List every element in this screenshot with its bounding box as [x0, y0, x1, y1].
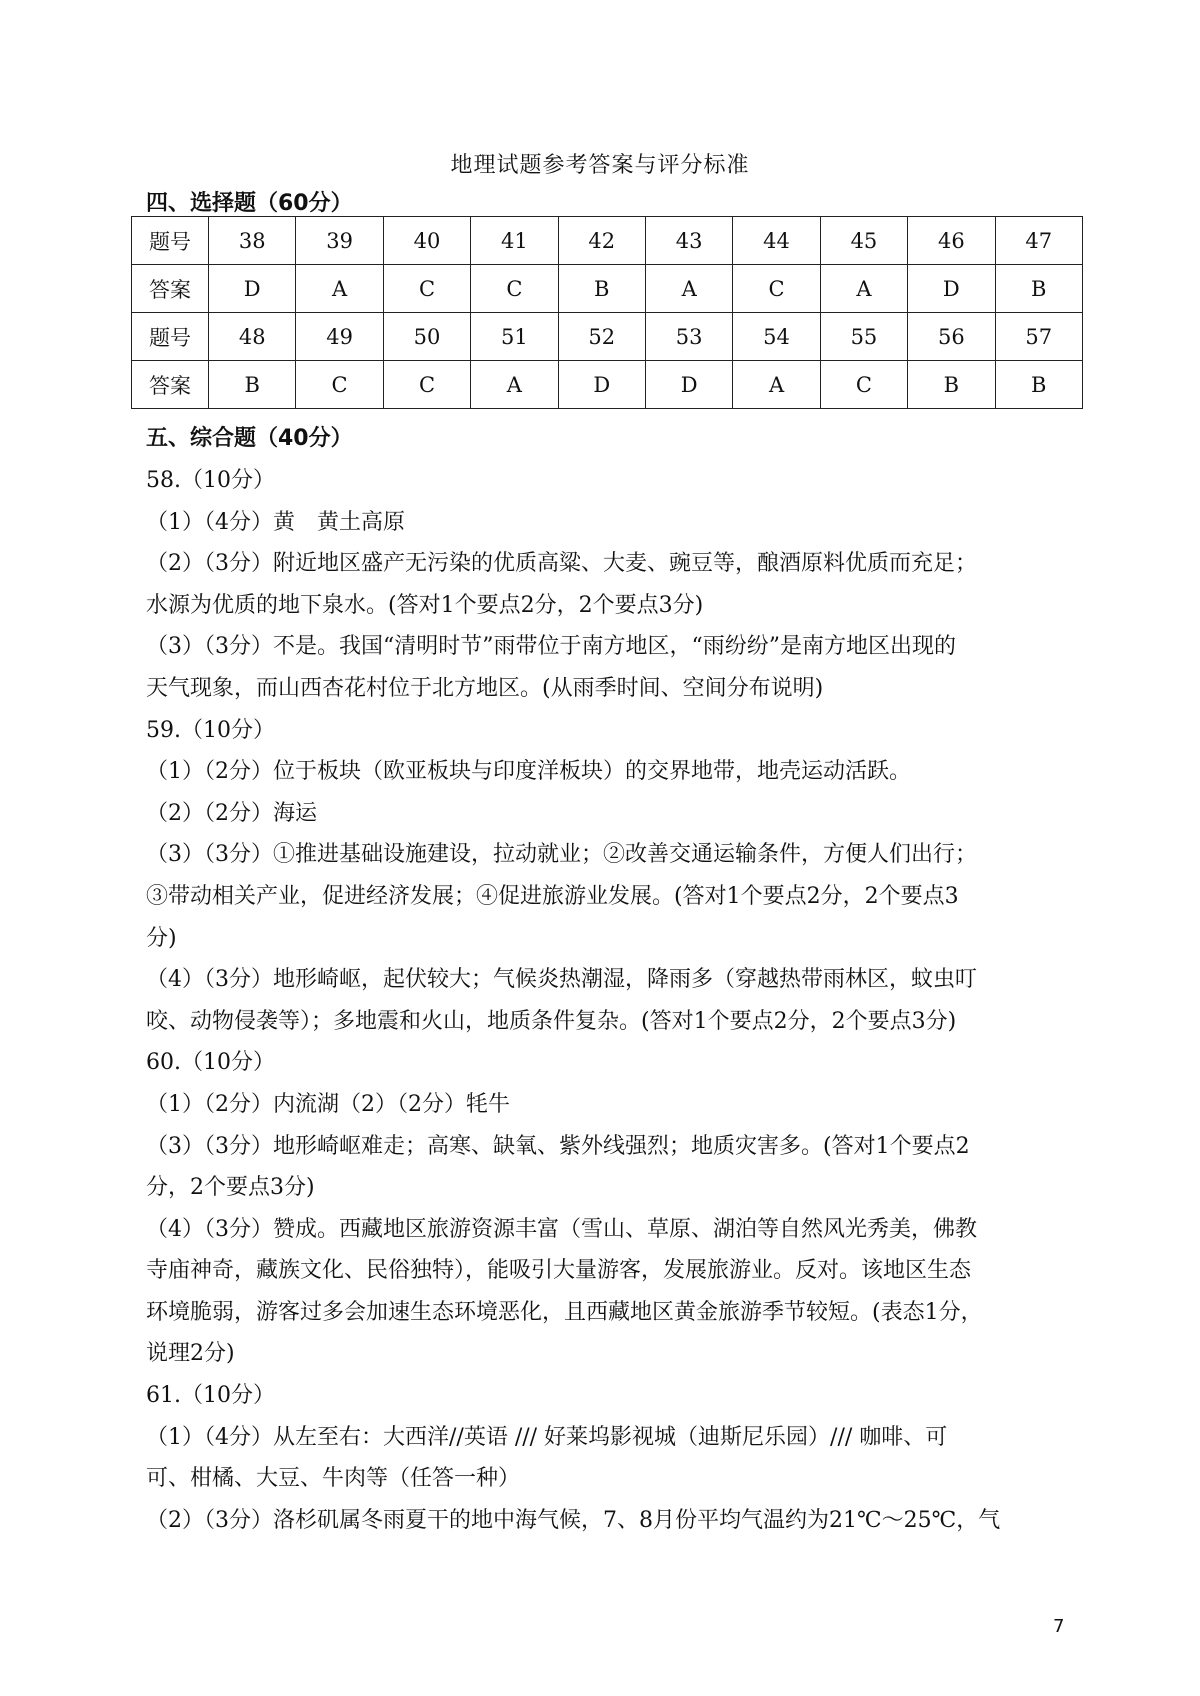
text-line: （1）（4分）黄 黄土高原	[146, 509, 405, 535]
table-cell: 43	[645, 217, 732, 265]
text-line: 咬、动物侵袭等）；多地震和火山，地质条件复杂。(答对1个要点2分，2个要点3分)	[146, 1008, 957, 1034]
text-line: （1）（4分）从左至右：大西洋//英语 /// 好莱坞影视城（迪斯尼乐园）/// 咖啡、可	[146, 1424, 948, 1450]
table-cell: C	[471, 265, 558, 313]
table-cell: 41	[471, 217, 558, 265]
row-label: 答案	[132, 361, 209, 409]
text-line: 58.（10分）	[146, 468, 275, 493]
table-cell: A	[645, 265, 732, 313]
text-line: 分，2个要点3分)	[146, 1175, 315, 1201]
text-line: （2）（3分）附近地区盛产无污染的优质高粱、大麦、豌豆等，酿酒原料优质而充足；	[146, 551, 977, 577]
text-line: 61.（10分）	[146, 1383, 275, 1409]
table-cell: D	[645, 361, 732, 409]
table-cell: 57	[995, 313, 1082, 361]
row-label: 答案	[132, 265, 209, 313]
text-line: （3）（3分）①推进基础设施建设，拉动就业；②改善交通运输条件，方便人们出行；	[146, 842, 977, 868]
table-cell: 52	[558, 313, 645, 361]
text-line: （4）（3分）赞成。西藏地区旅游资源丰富（雪山、草原、湖泊等自然风光秀美，佛教	[146, 1216, 977, 1242]
section-heading-choice: 四、选择题（60分）	[146, 191, 353, 216]
text-line: 寺庙神奇，藏族文化、民俗独特），能吸引大量游客，发展旅游业。反对。该地区生态	[146, 1258, 972, 1284]
table-row	[132, 217, 1083, 265]
table-cell: 44	[733, 217, 820, 265]
text-line: 分)	[146, 925, 177, 951]
table-cell: 45	[820, 217, 907, 265]
table-cell: 42	[558, 217, 645, 265]
table-cell: 53	[645, 313, 732, 361]
text-line: 水源为优质的地下泉水。(答对1个要点2分，2个要点3分)	[146, 592, 704, 618]
table-cell: A	[471, 361, 558, 409]
text-line: ③带动相关产业，促进经济发展；④促进旅游业发展。(答对1个要点2分，2个要点3	[146, 883, 959, 909]
text-line: （1）（2分）内流湖（2）（2分）牦牛	[146, 1091, 510, 1117]
text-line: 可、柑橘、大豆、牛肉等（任答一种）	[146, 1466, 521, 1492]
text-line: （1）（2分）位于板块（欧亚板块与印度洋板块）的交界地带，地壳运动活跃。	[146, 759, 911, 785]
table-cell: 39	[296, 217, 383, 265]
table-cell: C	[820, 361, 907, 409]
table-cell: B	[209, 361, 296, 409]
row-label: 题号	[132, 313, 209, 361]
row-label: 题号	[132, 217, 209, 265]
table-row	[132, 313, 1083, 361]
text-line: 59.（10分）	[146, 717, 275, 743]
table-cell: A	[820, 265, 907, 313]
document-title: 地理试题参考答案与评分标准	[450, 153, 750, 178]
table-cell: 49	[296, 313, 383, 361]
table-cell: D	[209, 265, 296, 313]
table-cell: 56	[908, 313, 995, 361]
table-cell: 48	[209, 313, 296, 361]
table-cell: 50	[383, 313, 470, 361]
table-cell: B	[908, 361, 995, 409]
text-line: 说理2分)	[146, 1341, 235, 1367]
table-cell: 55	[820, 313, 907, 361]
table-cell: 51	[471, 313, 558, 361]
text-line: 天气现象，而山西杏花村位于北方地区。(从雨季时间、空间分布说明)	[146, 675, 824, 701]
table-row	[132, 265, 1083, 313]
text-line: （3）（3分）不是。我国“清明时节”雨带位于南方地区，“雨纷纷”是南方地区出现的	[146, 634, 956, 660]
table-cell: C	[296, 361, 383, 409]
text-line: （2）（3分）洛杉矶属冬雨夏干的地中海气候，7、8月份平均气温约为21℃～25℃，气	[146, 1507, 1001, 1533]
table-cell: 38	[209, 217, 296, 265]
table-cell: C	[383, 265, 470, 313]
answer-body	[146, 460, 1066, 1541]
text-line: （4）（3分）地形崎岖，起伏较大；气候炎热潮湿，降雨多（穿越热带雨林区，蚊虫叮	[146, 967, 977, 993]
answer-table	[131, 216, 1083, 409]
section-heading-comprehensive: 五、综合题（40分）	[146, 426, 353, 451]
table-cell: C	[733, 265, 820, 313]
table-cell: A	[296, 265, 383, 313]
table-cell: B	[558, 265, 645, 313]
table-cell: 40	[383, 217, 470, 265]
table-cell: C	[383, 361, 470, 409]
text-line: （2）（2分）海运	[146, 800, 317, 826]
table-cell: D	[558, 361, 645, 409]
table-cell: 54	[733, 313, 820, 361]
page-number: 7	[1053, 1616, 1065, 1637]
table-cell: B	[995, 361, 1082, 409]
table-cell: A	[733, 361, 820, 409]
table-cell: B	[995, 265, 1082, 313]
text-line: 环境脆弱，游客过多会加速生态环境恶化，且西藏地区黄金旅游季节较短。(表态1分，	[146, 1299, 983, 1325]
table-cell: D	[908, 265, 995, 313]
table-cell: 47	[995, 217, 1082, 265]
table-cell: 46	[908, 217, 995, 265]
table-row	[132, 361, 1083, 409]
text-line: （3）（3分）地形崎岖难走；高寒、缺氧、紫外线强烈；地质灾害多。(答对1个要点2	[146, 1133, 970, 1159]
text-line: 60.（10分）	[146, 1050, 275, 1076]
